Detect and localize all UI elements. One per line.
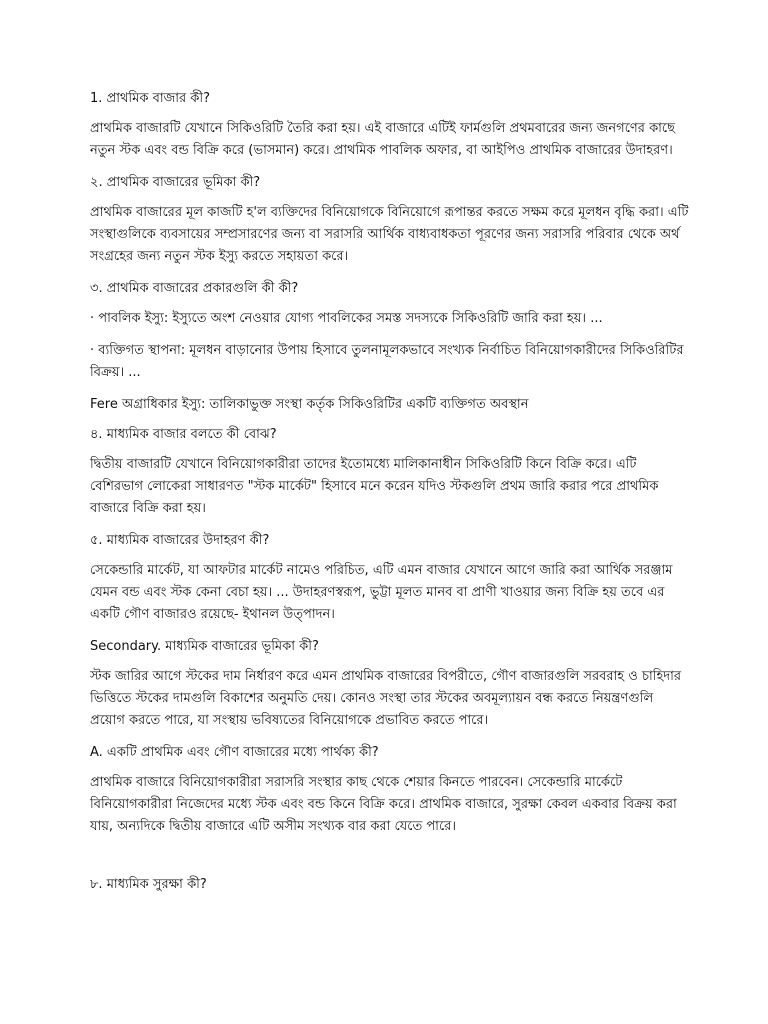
question-heading: ৩. প্রাথমিক বাজারের প্রকারগুলি কী কী? <box>90 281 299 296</box>
question-heading: Secondary. মাধ্যমিক বাজারের ভূমিকা কী? <box>90 639 319 654</box>
answer-paragraph: দ্বিতীয় বাজারটি যেখানে বিনিয়োগকারীরা তাদের ইতোমধ্যে মালিকানাধীন সিকিওরিটি কিনে বিক্রি করে। এটি বেশিরভাগ লোকেরা সাধারণত "স্টক মার্কেট" হিসাবে মনে করেন যদিও স্টকগুলি প্রথম জারি করার পরে প্রাথমিক বাজারে বিক্রি করা হয়। <box>90 457 659 516</box>
answer-paragraph: প্রাথমিক বাজারে বিনিয়োগকারীরা সরাসরি সংস্থার কাছ থেকে শেয়ার কিনতে পারবেন। সেকেন্ডারি মার্কেটে বিনিয়োগকারীরা নিজেদের মধ্যে স্টক এবং বন্ড কিনে বিক্রি করে। প্রাথমিক বাজারে, সুরক্ষা কেবল একবার বিক্রয় করা যায়, অন্যদিকে দ্বিতীয় বাজারে এটি অসীম সংখ্যক বার করা যেতে পারে। <box>90 775 677 834</box>
bullet-item: · ব্যক্তিগত স্থাপনা: মূলধন বাড়ানোর উপায় হিসাবে তুলনামূলকভাবে সংখ্যক নির্বাচিত বিনিয়োগকারীদের সিকিওরিটির বিক্রয়। ... <box>90 343 684 380</box>
question-heading: ২. প্রাথমিক বাজারের ভূমিকা কী? <box>90 175 261 190</box>
answer-paragraph: প্রাথমিক বাজারটি যেখানে সিকিওরিটি তৈরি করা হয়। এই বাজারে এটিই ফার্মগুলি প্রথমবারের জন্য জনগণের কাছে নতুন স্টক এবং বন্ড বিক্রি করে (ভাসমান) করে। প্রাথমিক পাবলিক অফার, বা আইপিও প্রাথমিক বাজারের উদাহরণ। <box>90 121 676 158</box>
document-page <box>90 90 690 904</box>
answer-paragraph: সেকেন্ডারি মার্কেট, যা আফটার মার্কেট নামেও পরিচিত, এটি এমন বাজার যেখানে আগে জারি করা আর্থিক সরঞ্জাম যেমন বন্ড এবং স্টক কেনা বেচা হয়। ... উদাহরণস্বরূপ, ভুট্টা মূলত মানব বা প্রাণী খাওয়ার জন্য বিক্রি হয় তবে এর একটি গৌণ বাজারও রয়েছে- ইথানল উত্পাদন। <box>90 563 673 622</box>
answer-paragraph: স্টক জারির আগে স্টকের দাম নির্ধারণ করে এমন প্রাথমিক বাজারের বিপরীতে, গৌণ বাজারগুলি সরবরাহ ও চাহিদার ভিত্তিতে স্টকের দামগুলি বিকাশের অনুমতি দেয়। কোনও সংস্থা তার স্টকের অবমূল্যায়ন বন্ধ করতে নিয়ন্ত্রণগুলি প্রয়োগ করতে পারে, যা সংস্থায় ভবিষ্যতের বিনিয়োগকে প্রভাবিত করতে পারে। <box>90 669 682 728</box>
question-heading: ৪. মাধ্যমিক বাজার বলতে কী বোঝ? <box>90 427 277 442</box>
bullet-item: Fere অগ্রাধিকার ইস্যু: তালিকাভুক্ত সংস্থা কর্তৃক সিকিওরিটির একটি ব্যক্তিগত অবস্থান <box>90 397 529 412</box>
answer-paragraph: প্রাথমিক বাজারের মূল কাজটি হ'ল ব্যক্তিদের বিনিয়োগকে বিনিয়োগে রূপান্তর করতে সক্ষম করে মূলধন বৃদ্ধি করা। এটি সংস্থাগুলিকে ব্যবসায়ের সম্প্রসারণের জন্য বা সরাসরি আর্থিক বাধ্যবাধকতা পূরণের জন্য সরাসরি পরিবার থেকে অর্থ সংগ্রহের জন্য নতুন স্টক ইস্যু করতে সহায়তা করে। <box>90 205 689 264</box>
question-heading: 1. প্রাথমিক বাজার কী? <box>90 91 210 106</box>
question-heading: ৫. মাধ্যমিক বাজারের উদাহরণ কী? <box>90 533 270 548</box>
question-heading: ৮. মাধ্যমিক সুরক্ষা কী? <box>90 877 207 892</box>
spacer <box>90 850 690 876</box>
bullet-item: · পাবলিক ইস্যু: ইস্যুতে অংশ নেওয়ার যোগ্য পাবলিকের সমস্ত সদস্যকে সিকিওরিটি জারি করা হয়। ... <box>90 311 603 326</box>
question-heading: A. একটি প্রাথমিক এবং গৌণ বাজারের মধ্যে পার্থক্য কী? <box>90 745 379 760</box>
